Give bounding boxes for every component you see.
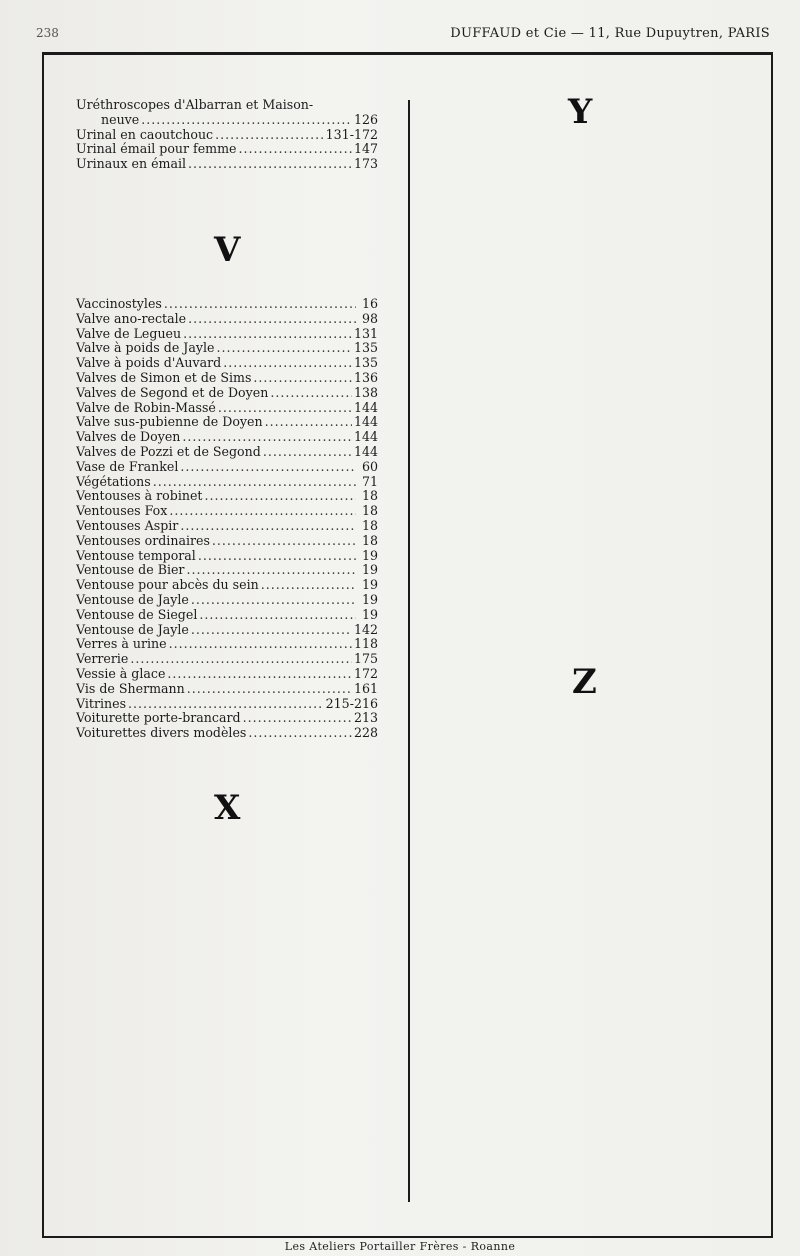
letter-heading-y: Y <box>568 92 593 132</box>
dot-leader <box>191 623 352 638</box>
index-entry <box>76 312 378 327</box>
dot-leader <box>248 726 352 741</box>
dot-leader <box>187 682 352 697</box>
dot-leader <box>215 128 324 143</box>
index-entry <box>76 682 378 697</box>
page-reference: 147 <box>353 142 378 157</box>
dot-leader <box>186 563 356 578</box>
index-term: Ventouse de Jayle <box>76 592 189 607</box>
page-reference: 19 <box>361 548 378 563</box>
index-term: Voiturettes divers modèles <box>76 726 247 741</box>
index-term: Vessie à glace <box>76 666 166 681</box>
index-entry <box>76 534 378 549</box>
index-entry <box>76 128 378 143</box>
index-entry <box>76 460 378 475</box>
index-entry <box>76 637 378 652</box>
index-term: Vis de Shermann <box>76 681 185 696</box>
page-reference: 135 <box>353 341 378 356</box>
index-entry <box>76 356 378 371</box>
index-term: Valves de Simon et de Sims <box>76 370 252 385</box>
index-term: Verrerie <box>76 652 129 667</box>
index-column-left <box>76 98 378 741</box>
dot-leader <box>253 371 352 386</box>
index-term: Valves de Segond et de Doyen <box>76 385 269 400</box>
index-entry <box>76 711 378 726</box>
index-entry <box>76 608 378 623</box>
index-entry <box>76 504 378 519</box>
dot-leader <box>223 356 352 371</box>
index-term: Ventouse pour abcès du sein <box>76 578 259 593</box>
dot-leader <box>204 489 356 504</box>
index-term: Ventouses ordinaires <box>76 533 210 548</box>
page-number: 238 <box>36 26 59 40</box>
index-term: Valve à poids d'Auvard <box>76 356 222 371</box>
index-entry <box>76 386 378 401</box>
index-entry <box>76 519 378 534</box>
page-reference: 18 <box>361 489 378 504</box>
page-reference: 142 <box>353 622 378 637</box>
dot-leader <box>216 341 352 356</box>
page-reference: 98 <box>361 311 378 326</box>
index-entry <box>76 430 378 445</box>
dot-leader <box>212 534 356 549</box>
dot-leader <box>167 667 352 682</box>
index-term: Valve sus-pubienne de Doyen <box>76 415 263 430</box>
index-entry <box>76 341 378 356</box>
index-entry <box>76 623 378 638</box>
dot-leader <box>164 297 356 312</box>
index-term: Vaccinostyles <box>76 296 162 311</box>
column-divider <box>408 100 410 1202</box>
index-entry <box>76 157 378 172</box>
dot-leader <box>153 475 356 490</box>
index-term: Ventouses à robinet <box>76 489 203 504</box>
dot-leader <box>199 608 356 623</box>
page-reference: 144 <box>353 400 378 415</box>
page-reference: 19 <box>361 563 378 578</box>
page-reference: 138 <box>353 385 378 400</box>
index-term: Végétations <box>76 474 151 489</box>
dot-leader <box>182 430 352 445</box>
index-entry <box>76 401 378 416</box>
index-entry <box>76 297 378 312</box>
index-term: Valves de Doyen <box>76 430 181 445</box>
index-term: Urinal émail pour femme <box>76 142 237 157</box>
page-reference: 173 <box>353 157 378 172</box>
page-reference: 131-172 <box>325 127 378 142</box>
index-term: Valve de Legueu <box>76 326 182 341</box>
page-header <box>36 22 770 46</box>
index-term: Ventouse de Siegel <box>76 607 198 622</box>
page-reference: 18 <box>361 504 378 519</box>
page-reference: 144 <box>353 415 378 430</box>
letter-heading-z: Z <box>572 662 597 702</box>
dot-leader <box>198 549 356 564</box>
index-entry <box>76 652 378 667</box>
page-reference: 118 <box>353 637 378 652</box>
index-group-v <box>76 297 378 741</box>
index-term: Valve ano-rectale <box>76 311 187 326</box>
dot-leader <box>239 142 352 157</box>
index-term: Vitrines <box>76 696 127 711</box>
dot-leader <box>180 519 356 534</box>
index-term: Ventouse de Bier <box>76 563 185 578</box>
index-group-u <box>76 98 378 172</box>
index-term: Valve de Robin-Massé <box>76 400 216 415</box>
index-entry <box>76 578 378 593</box>
index-entry <box>76 98 378 113</box>
index-term: Verres à urine <box>76 637 167 652</box>
index-entry <box>76 445 378 460</box>
index-term: Urinal en caoutchouc <box>76 127 214 142</box>
page-reference: 19 <box>361 592 378 607</box>
index-entry <box>76 667 378 682</box>
letter-heading-v: V <box>214 230 241 270</box>
page-reference: 18 <box>361 533 378 548</box>
index-entry <box>76 142 378 157</box>
dot-leader <box>183 327 352 342</box>
dot-leader <box>141 113 352 128</box>
index-term: Valve à poids de Jayle <box>76 341 215 356</box>
dot-leader <box>169 637 352 652</box>
index-term: Voiturette porte-brancard <box>76 711 241 726</box>
index-term: neuve <box>101 112 140 127</box>
index-entry <box>76 697 378 712</box>
dot-leader <box>169 504 356 519</box>
index-term: Ventouses Fox <box>76 504 168 519</box>
printer-imprint: Les Ateliers Portailler Frères - Roanne <box>284 1240 516 1253</box>
page-reference: 18 <box>361 518 378 533</box>
dot-leader <box>191 593 356 608</box>
index-entry <box>76 563 378 578</box>
index-entry <box>76 726 378 741</box>
dot-leader <box>263 445 352 460</box>
letter-heading-x: X <box>214 788 241 828</box>
dot-leader <box>128 697 324 712</box>
dot-leader <box>188 312 356 327</box>
page-reference: 213 <box>353 711 378 726</box>
dot-leader <box>188 157 352 172</box>
index-term: Vase de Frankel <box>76 459 179 474</box>
index-entry <box>76 593 378 608</box>
index-entry <box>76 113 378 128</box>
index-entry <box>76 371 378 386</box>
index-entry <box>76 549 378 564</box>
dot-leader <box>130 652 352 667</box>
dot-leader <box>243 711 352 726</box>
index-entry <box>76 327 378 342</box>
page-reference: 228 <box>353 726 378 741</box>
index-term: Ventouse temporal <box>76 548 196 563</box>
index-entry <box>76 489 378 504</box>
page-reference: 136 <box>353 370 378 385</box>
page-reference: 161 <box>353 681 378 696</box>
page-reference: 215-216 <box>325 696 378 711</box>
page-reference: 135 <box>353 356 378 371</box>
page-reference: 144 <box>353 430 378 445</box>
page-reference: 60 <box>361 459 378 474</box>
page-reference: 131 <box>353 326 378 341</box>
dot-leader <box>265 415 352 430</box>
index-term: Ventouse de Jayle <box>76 622 189 637</box>
dot-leader <box>270 386 352 401</box>
page-reference: 144 <box>353 444 378 459</box>
index-term: Urinaux en émail <box>76 157 187 172</box>
page-reference: 126 <box>353 112 378 127</box>
page-reference: 19 <box>361 607 378 622</box>
page-reference: 175 <box>353 652 378 667</box>
running-head: DUFFAUD et Cie — 11, Rue Dupuytren, PARIS <box>450 26 770 41</box>
index-entry <box>76 475 378 490</box>
page-reference: 172 <box>353 666 378 681</box>
index-term: Valves de Pozzi et de Segond <box>76 444 261 459</box>
dot-leader <box>218 401 352 416</box>
page-reference: 19 <box>361 578 378 593</box>
index-term: Ventouses Aspir <box>76 518 179 533</box>
page-reference: 16 <box>361 296 378 311</box>
index-entry <box>76 415 378 430</box>
dot-leader <box>261 578 356 593</box>
dot-leader <box>180 460 356 475</box>
index-term: Uréthroscopes d'Albarran et Maison- <box>76 98 314 112</box>
page-reference: 71 <box>361 474 378 489</box>
